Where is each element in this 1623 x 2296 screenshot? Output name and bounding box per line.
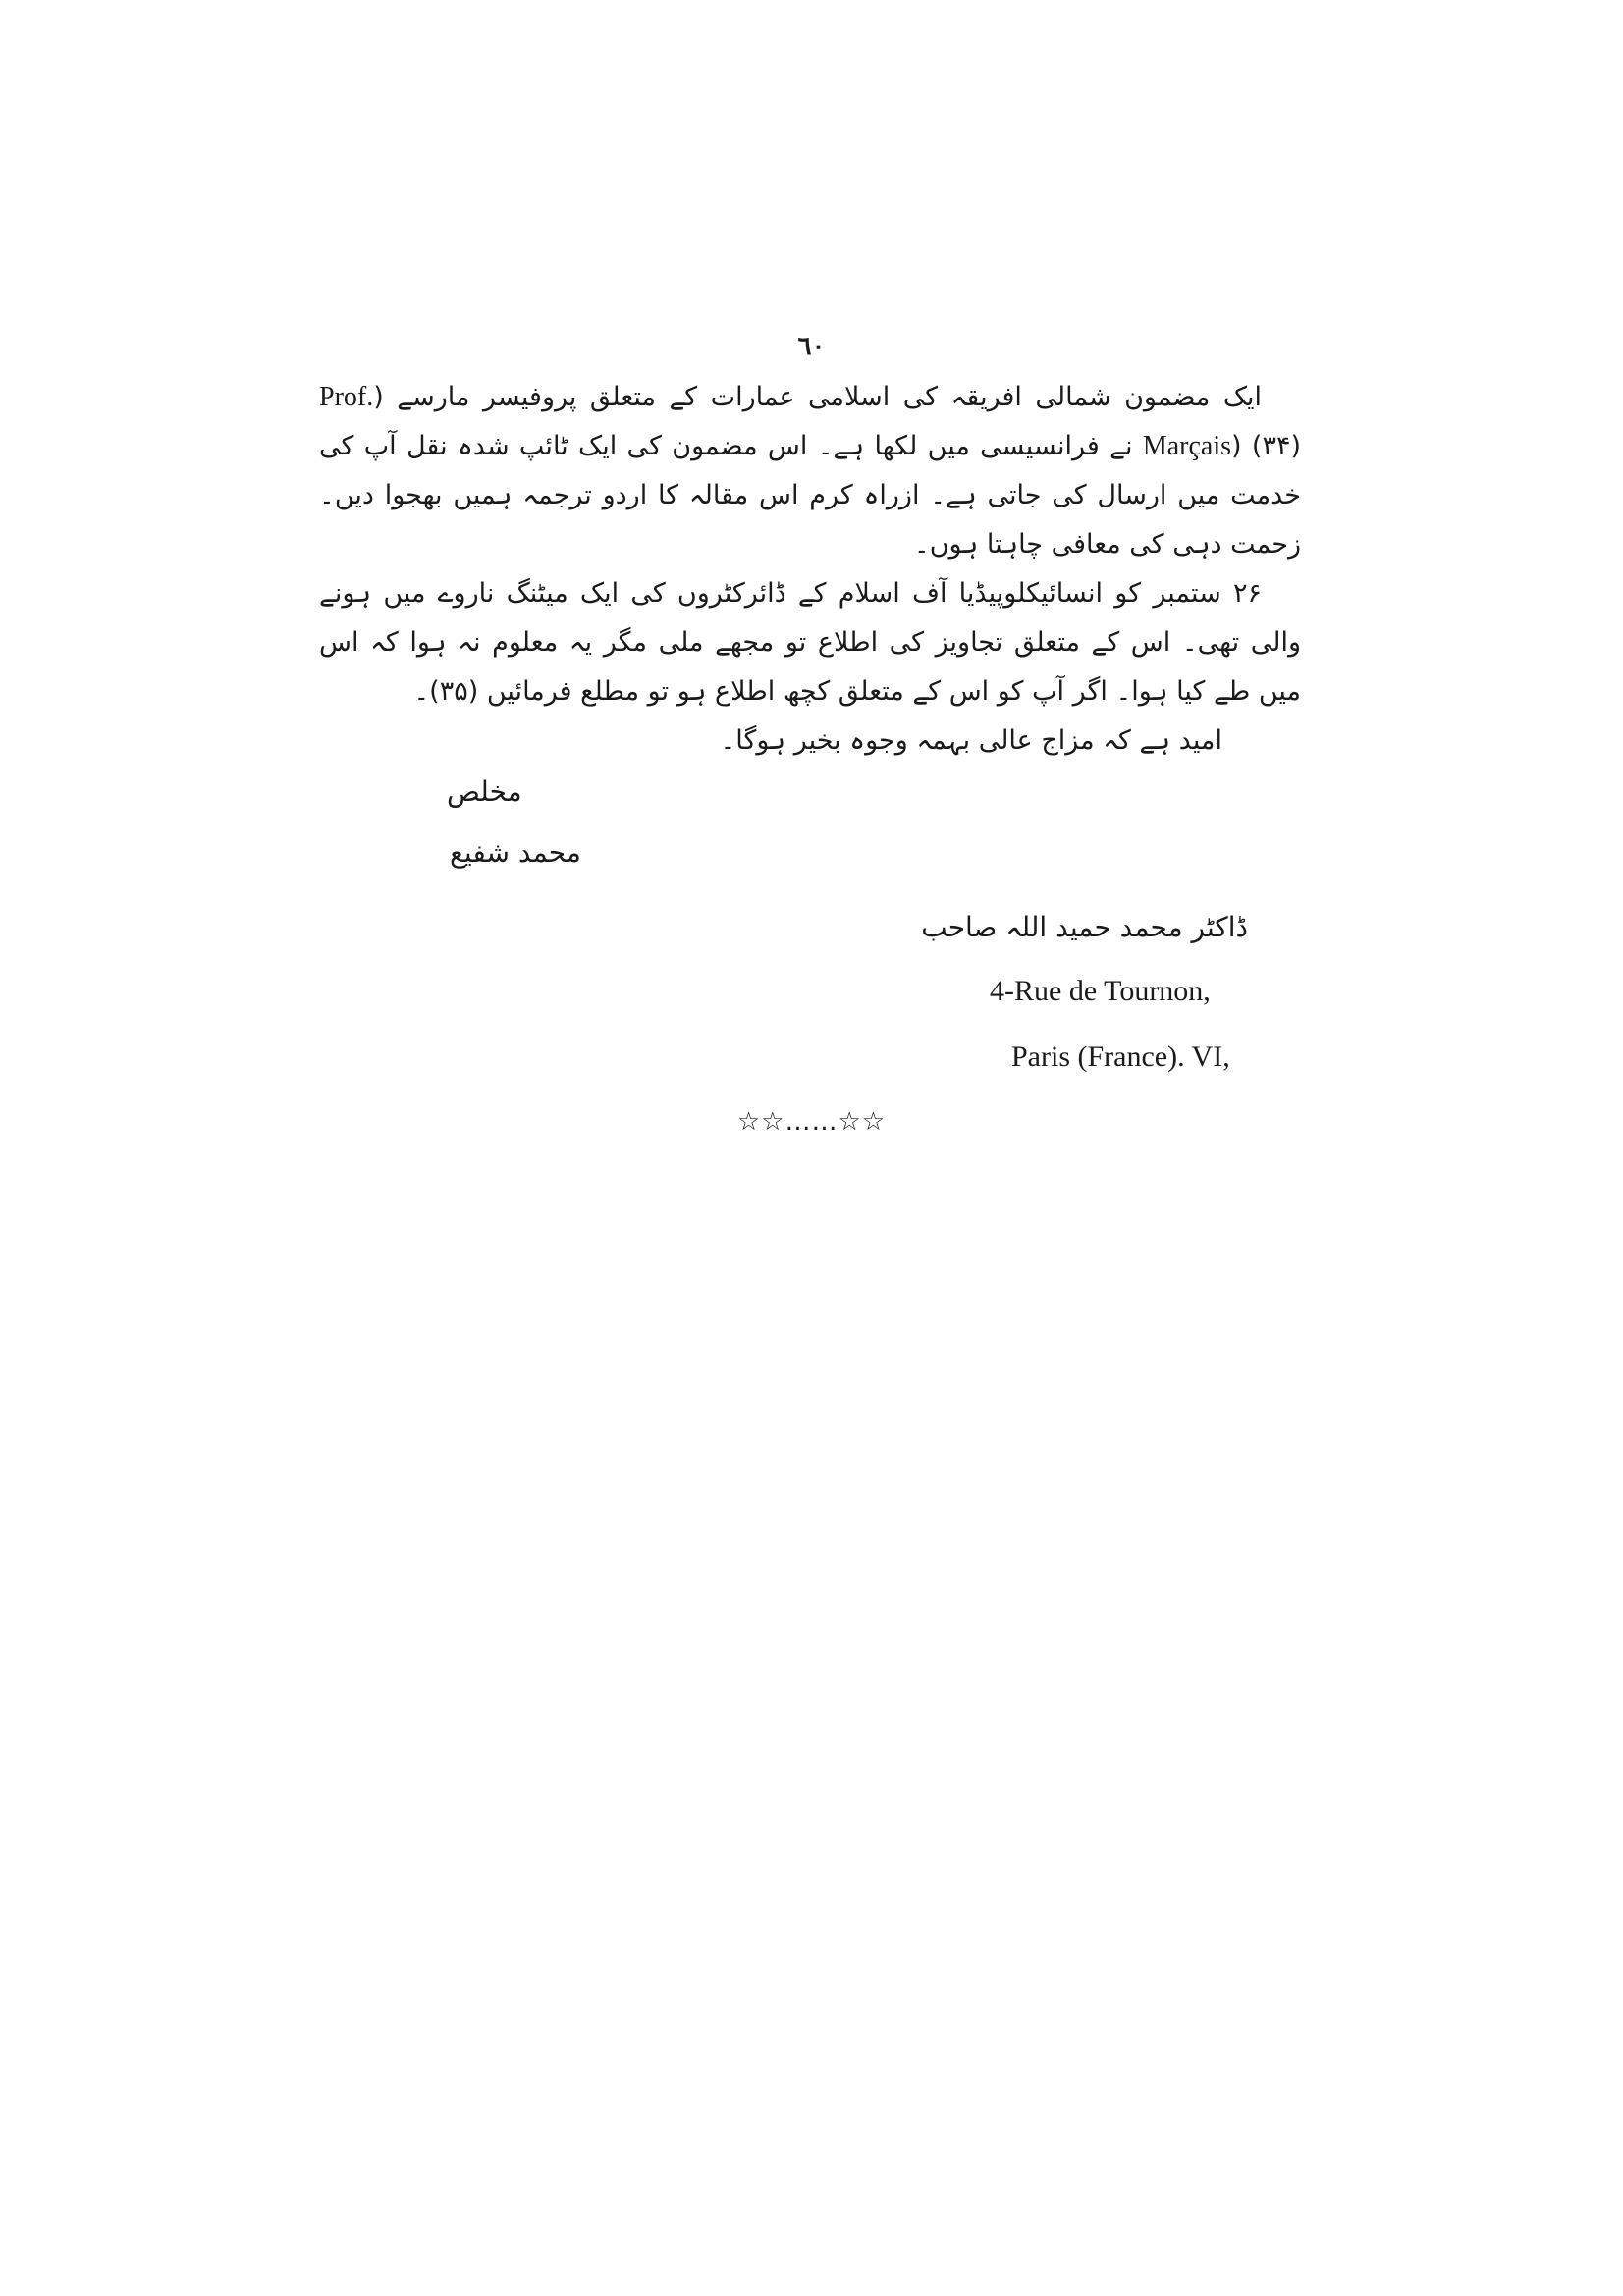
- paragraph-2: ۲۶ ستمبر کو انسائیکلوپیڈیا آف اسلام کے ڈائرکٹروں کی ایک میٹنگ ناروے میں ہونے والی تھی۔ اس کے متعلق تجاویز کی اطلاع تو مجھے ملی مگر یہ معلوم نہ ہوا کہ اس میں طے کیا ہوا۔ اگر آپ کو اس کے متعلق کچھ اطلاع ہو تو مطلع فرمائیں (۳۵)۔: [319, 578, 1301, 707]
- section-separator: ☆☆……☆☆: [736, 1107, 887, 1137]
- closing-salutation: مخلص: [447, 775, 522, 808]
- paragraph-1: [319, 373, 1301, 569]
- paragraph-1-text-after: ) (۳۴) نے فرانسیسی میں لکھا ہے۔ اس مضمون کی ایک ٹائپ شدہ نقل آپ کی خدمت میں ارسال کی جاتی ہے۔ ازراہ کرم اس مقالہ کا اردو ترجمہ ہمیں بھجوا دیں۔ زحمت دہی کی معافی چاہتا ہوں۔: [319, 431, 1302, 560]
- paragraph-3: امید ہے کہ مزاج عالی بہمہ وجوہ بخیر ہوگا۔: [720, 725, 1222, 756]
- recipient-address-line-1: 4-Rue de Tournon,: [990, 975, 1211, 1007]
- letter-body: [319, 373, 1301, 766]
- recipient-address-line-2: Paris (France). VI,: [1011, 1041, 1230, 1073]
- paragraph-1-text-before: ایک مضمون شمالی افریقہ کی اسلامی عمارات کے متعلق پروفیسر مارسے (: [373, 382, 1262, 412]
- closing-signature-name: محمد شفیع: [450, 836, 581, 869]
- recipient-name: ڈاکٹر محمد حمید اللہ صاحب: [921, 911, 1248, 943]
- page-number: ٦٠: [797, 332, 826, 361]
- paragraph-1-latin-name: Prof. Marçais: [319, 382, 1232, 461]
